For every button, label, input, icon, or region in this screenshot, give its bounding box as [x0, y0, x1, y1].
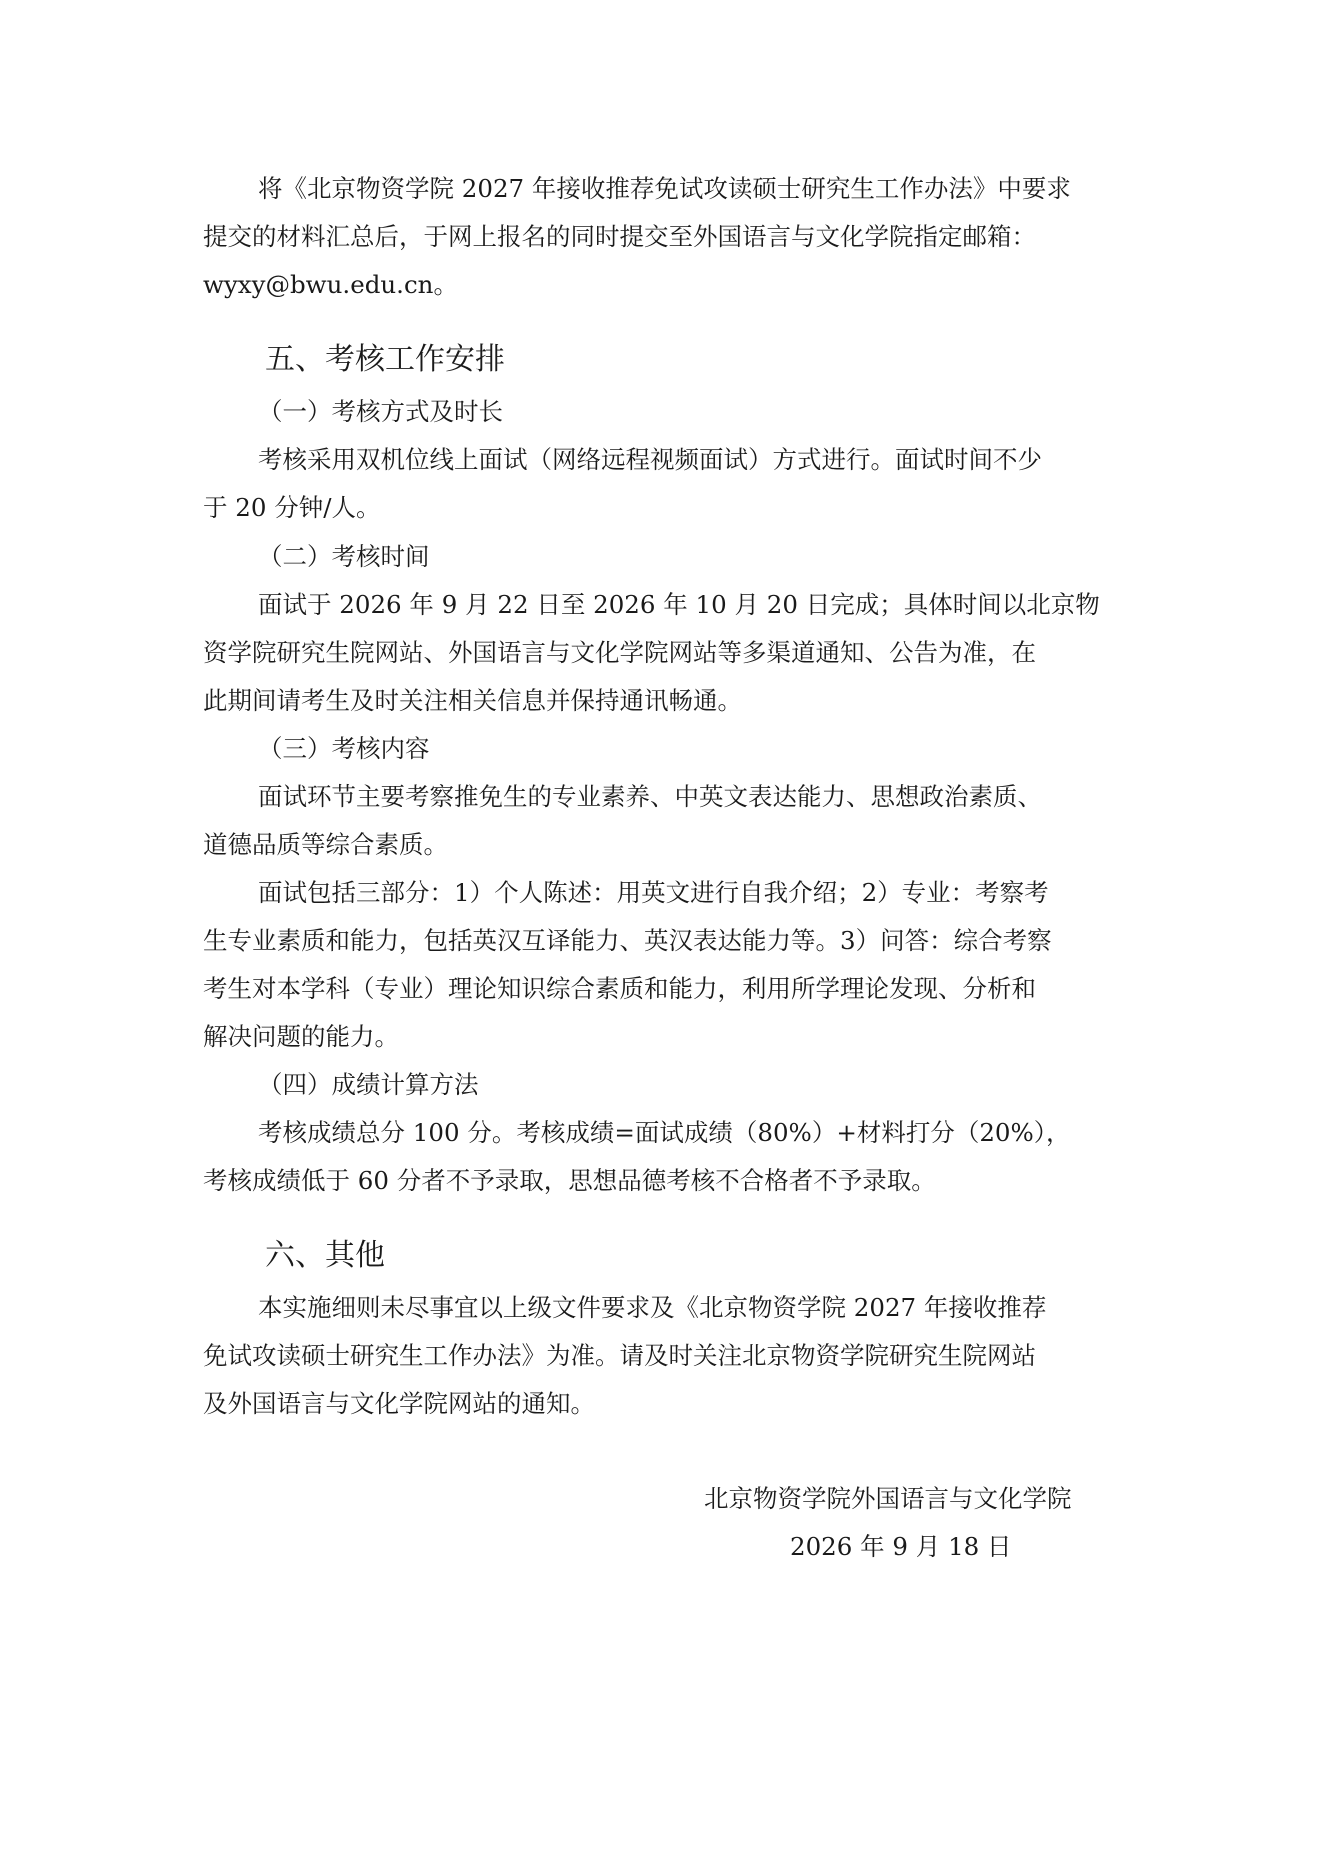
signature-organization: 北京物资学院外国语言与文化学院: [704, 1484, 1072, 1513]
materials-paragraph-line: 提交的材料汇总后，于网上报名的同时提交至外国语言与文化学院指定邮箱：: [203, 222, 1036, 251]
subsection-content-line: 面试包括三部分：1）个人陈述：用英文进行自我介绍；2）专业：考察考: [258, 878, 1049, 907]
subsection-scoring-line: 考核成绩总分 100 分。考核成绩=面试成绩（80%）+材料打分（20%），: [258, 1118, 1071, 1147]
subsection-content-line: 解决问题的能力。: [203, 1022, 399, 1051]
section-six-line: 本实施细则未尽事宜以上级文件要求及《北京物资学院 2027 年接收推荐: [258, 1293, 1047, 1322]
subsection-content-title: （三）考核内容: [258, 734, 430, 763]
subsection-content-line: 面试环节主要考察推免生的专业素养、中英文表达能力、思想政治素质、: [258, 782, 1042, 811]
subsection-time-title: （二）考核时间: [258, 542, 430, 571]
subsection-content-line: 考生对本学科（专业）理论知识综合素质和能力，利用所学理论发现、分析和: [203, 974, 1036, 1003]
subsection-content-line: 生专业素质和能力，包括英汉互译能力、英汉表达能力等。3）问答：综合考察: [203, 926, 1052, 955]
subsection-time-line: 此期间请考生及时关注相关信息并保持通讯畅通。: [203, 686, 742, 715]
subsection-time-line: 面试于 2026 年 9 月 22 日至 2026 年 10 月 20 日完成；具体时间以北京物: [258, 590, 1100, 619]
section-six-heading: 六、其他: [265, 1238, 385, 1273]
materials-paragraph-line: 将《北京物资学院 2027 年接收推荐免试攻读硕士研究生工作办法》中要求: [258, 174, 1071, 203]
subsection-method-line: 考核采用双机位线上面试（网络远程视频面试）方式进行。面试时间不少: [258, 445, 1042, 474]
subsection-content-line: 道德品质等综合素质。: [203, 830, 448, 859]
section-five-heading: 五、考核工作安排: [265, 342, 505, 377]
subsection-method-line: 于 20 分钟/人。: [203, 493, 381, 522]
signature-date: 2026 年 9 月 18 日: [790, 1532, 1012, 1561]
materials-email-line: wyxy@bwu.edu.cn。: [203, 270, 458, 299]
subsection-method-title: （一）考核方式及时长: [258, 397, 503, 426]
subsection-scoring-title: （四）成绩计算方法: [258, 1070, 479, 1099]
subsection-time-line: 资学院研究生院网站、外国语言与文化学院网站等多渠道通知、公告为准，在: [203, 638, 1036, 667]
section-six-line: 免试攻读硕士研究生工作办法》为准。请及时关注北京物资学院研究生院网站: [203, 1341, 1036, 1370]
section-six-line: 及外国语言与文化学院网站的通知。: [203, 1389, 595, 1418]
subsection-scoring-line: 考核成绩低于 60 分者不予录取，思想品德考核不合格者不予录取。: [203, 1166, 936, 1195]
